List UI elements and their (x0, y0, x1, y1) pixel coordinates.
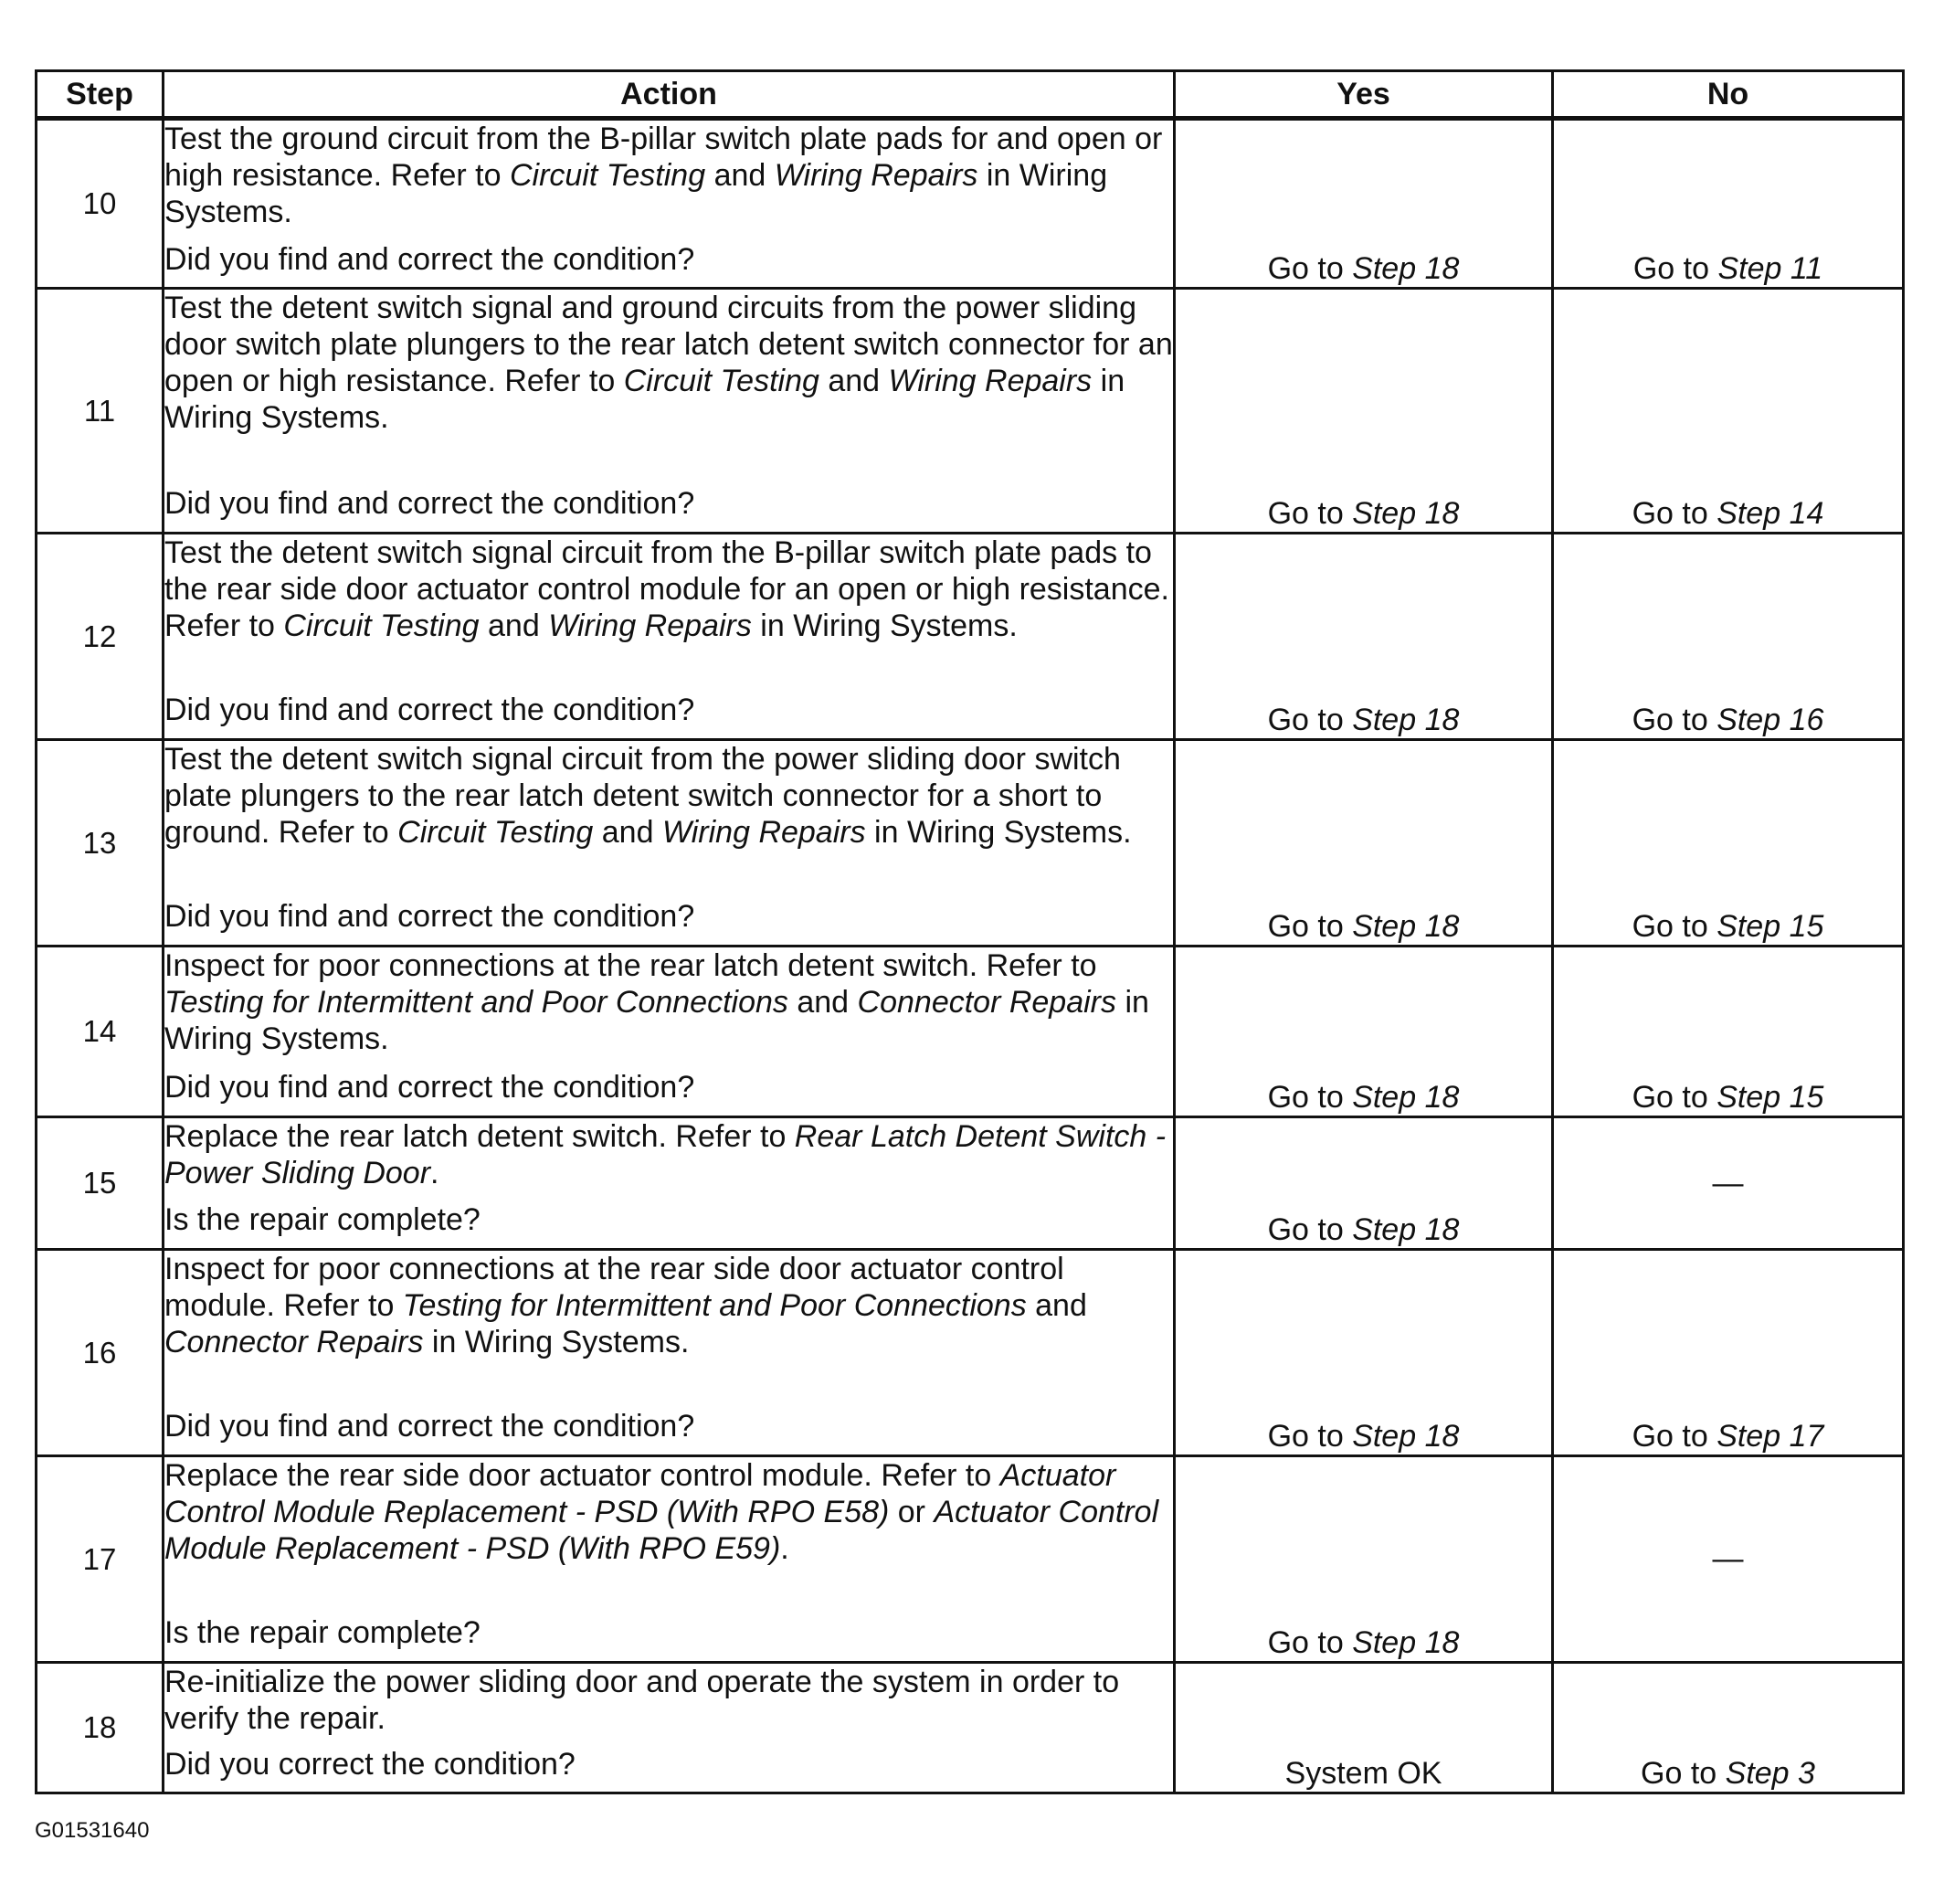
no-result (1553, 534, 1904, 740)
action-text: Replace the rear latch detent switch. Refer to (164, 1119, 795, 1154)
table-row (37, 289, 1904, 534)
reference-link-text: Wiring Repairs (774, 158, 978, 193)
reference-link-text: Connector Repairs (857, 985, 1117, 1020)
action-question: Did you find and correct the condition? (164, 486, 695, 521)
yes-step-reference: Step 18 (1352, 703, 1460, 737)
no-result-text: Go to (1632, 1419, 1717, 1454)
header-step: Step (37, 71, 164, 119)
no-step-reference: Step 17 (1716, 1419, 1824, 1454)
action-text: in Wiring Systems. (751, 608, 1018, 643)
step-number: 18 (37, 1663, 164, 1793)
no-step-reference: Step 15 (1716, 909, 1824, 944)
reference-link-text: Wiring Repairs (888, 364, 1093, 398)
yes-result-text: System OK (1284, 1756, 1442, 1791)
header-yes: Yes (1175, 71, 1553, 119)
step-number: 17 (37, 1456, 164, 1663)
no-step-reference: Step 16 (1716, 703, 1824, 737)
no-result-text: Go to (1641, 1756, 1726, 1791)
no-result (1553, 1456, 1904, 1663)
no-result (1553, 740, 1904, 947)
no-result (1553, 289, 1904, 534)
reference-link-text: Actuator Control Module Replacement - PSD (With RPO E59) (164, 1495, 1159, 1566)
action-text: in Wiring Systems. (164, 364, 1125, 435)
action-question: Is the repair complete? (164, 1202, 481, 1237)
no-result-text: Go to (1632, 1080, 1717, 1115)
figure-id: G01531640 (35, 1818, 150, 1843)
yes-result (1175, 1456, 1553, 1663)
action-text: Inspect for poor connections at the rear latch detent switch. Refer to (164, 948, 1097, 983)
action-text: or (889, 1495, 935, 1529)
action-cell (164, 119, 1175, 289)
yes-result (1175, 947, 1553, 1117)
action-description (164, 1251, 1173, 1360)
reference-link-text: Wiring Repairs (661, 815, 866, 850)
diagnostic-table (35, 69, 1905, 1794)
action-text: Test the detent switch signal and ground circuits from the power sliding door switch plate plungers to the rear latch detent switch connector for an open or high resistance. Refer to (164, 291, 1173, 398)
action-text: in Wiring Systems. (164, 158, 1108, 229)
action-text: Test the ground circuit from the B-pillar switch plate pads for and open or high resistance. Refer to (164, 122, 1163, 193)
no-step-reference: Step 11 (1717, 251, 1823, 286)
action-text: Replace the rear side door actuator control module. Refer to (164, 1458, 1000, 1493)
action-cell (164, 947, 1175, 1117)
action-description (164, 534, 1173, 644)
yes-step-reference: Step 18 (1352, 1080, 1460, 1115)
table-row (37, 119, 1904, 289)
action-question: Did you correct the condition? (164, 1747, 576, 1782)
no-result-text: — (1712, 1165, 1744, 1201)
no-result-text: Go to (1632, 496, 1717, 531)
action-question: Did you find and correct the condition? (164, 899, 695, 934)
step-number: 14 (37, 947, 164, 1117)
action-text: Inspect for poor connections at the rear side door actuator control module. Refer to (164, 1252, 1064, 1323)
action-text: and (593, 815, 662, 850)
step-number: 10 (37, 119, 164, 289)
action-text: and (705, 158, 775, 193)
action-cell (164, 740, 1175, 947)
yes-result (1175, 740, 1553, 947)
action-text: in Wiring Systems. (423, 1325, 690, 1359)
no-result (1553, 1250, 1904, 1456)
action-question: Did you find and correct the condition? (164, 1409, 695, 1444)
table-row (37, 1250, 1904, 1456)
yes-result (1175, 1663, 1553, 1793)
header-no: No (1553, 71, 1904, 119)
table-row (37, 1456, 1904, 1663)
reference-link-text: Wiring Repairs (548, 608, 752, 643)
yes-result (1175, 1250, 1553, 1456)
yes-result-text: Go to (1267, 251, 1353, 286)
action-cell (164, 1663, 1175, 1793)
yes-result (1175, 119, 1553, 289)
action-text: in Wiring Systems. (164, 985, 1149, 1056)
reference-link-text: Actuator Control Module Replacement - PSD (With RPO E58) (164, 1458, 1116, 1529)
no-step-reference: Step 3 (1725, 1756, 1815, 1791)
yes-result (1175, 289, 1553, 534)
reference-link-text: Circuit Testing (623, 364, 819, 398)
yes-result-text: Go to (1267, 1625, 1353, 1660)
no-step-reference: Step 15 (1716, 1080, 1824, 1115)
table-row (37, 947, 1904, 1117)
table-row (37, 1117, 1904, 1250)
action-description (164, 1664, 1173, 1737)
step-number: 12 (37, 534, 164, 740)
action-cell (164, 1250, 1175, 1456)
yes-result-text: Go to (1267, 909, 1353, 944)
action-text: and (819, 364, 889, 398)
action-question: Is the repair complete? (164, 1615, 481, 1650)
action-text: and (1026, 1288, 1087, 1323)
yes-result (1175, 534, 1553, 740)
action-question: Did you find and correct the condition? (164, 693, 695, 727)
action-text: Test the detent switch signal circuit from the B-pillar switch plate pads to the rear side door actuator control module for an open or high resistance. Refer to (164, 535, 1169, 643)
no-result-text: Go to (1632, 703, 1717, 737)
no-result (1553, 947, 1904, 1117)
no-result (1553, 1663, 1904, 1793)
action-cell (164, 534, 1175, 740)
yes-step-reference: Step 18 (1352, 251, 1460, 286)
reference-link-text: Rear Latch Detent Switch - Power Sliding Door (164, 1119, 1167, 1190)
yes-step-reference: Step 18 (1352, 1419, 1460, 1454)
step-number: 16 (37, 1250, 164, 1456)
action-cell (164, 289, 1175, 534)
action-question: Did you find and correct the condition? (164, 242, 695, 277)
table-row (37, 1663, 1904, 1793)
action-text: and (787, 985, 858, 1020)
yes-step-reference: Step 18 (1352, 1212, 1460, 1247)
step-number: 11 (37, 289, 164, 534)
action-text: in Wiring Systems. (865, 815, 1132, 850)
yes-step-reference: Step 18 (1352, 1625, 1460, 1660)
reference-link-text: Testing for Intermittent and Poor Connections (164, 985, 788, 1020)
table-body (37, 119, 1904, 1793)
reference-link-text: Circuit Testing (509, 158, 706, 193)
step-number: 15 (37, 1117, 164, 1250)
table-header-row (37, 71, 1904, 119)
yes-step-reference: Step 18 (1352, 909, 1460, 944)
header-action: Action (164, 71, 1175, 119)
yes-result-text: Go to (1267, 496, 1353, 531)
step-number: 13 (37, 740, 164, 947)
no-result-text: Go to (1632, 909, 1717, 944)
table-row (37, 740, 1904, 947)
action-description (164, 290, 1173, 436)
action-question: Did you find and correct the condition? (164, 1070, 695, 1105)
no-result-text: Go to (1632, 251, 1718, 286)
reference-link-text: Circuit Testing (283, 608, 480, 643)
action-description (164, 1457, 1173, 1567)
action-text: Test the detent switch signal circuit from the power sliding door switch plate plungers to the rear latch detent switch connector for a short to ground. Refer to (164, 742, 1121, 850)
action-text: Re-initialize the power sliding door and operate the system in order to verify the repair. (164, 1665, 1120, 1736)
reference-link-text: Circuit Testing (397, 815, 594, 850)
action-text: and (479, 608, 549, 643)
action-description (164, 1118, 1173, 1191)
action-text: . (780, 1531, 789, 1566)
reference-link-text: Testing for Intermittent and Poor Connections (402, 1288, 1027, 1323)
action-cell (164, 1117, 1175, 1250)
yes-result-text: Go to (1267, 1419, 1353, 1454)
yes-result-text: Go to (1267, 1212, 1353, 1247)
reference-link-text: Connector Repairs (164, 1325, 424, 1359)
yes-result-text: Go to (1267, 1080, 1353, 1115)
action-text: . (430, 1156, 439, 1190)
action-cell (164, 1456, 1175, 1663)
no-step-reference: Step 14 (1716, 496, 1824, 531)
table-row (37, 534, 1904, 740)
action-description (164, 121, 1173, 230)
no-result-text: — (1712, 1541, 1744, 1576)
action-description (164, 741, 1173, 851)
action-description (164, 947, 1173, 1057)
no-result (1553, 119, 1904, 289)
yes-result-text: Go to (1267, 703, 1353, 737)
yes-result (1175, 1117, 1553, 1250)
no-result (1553, 1117, 1904, 1250)
yes-step-reference: Step 18 (1352, 496, 1460, 531)
